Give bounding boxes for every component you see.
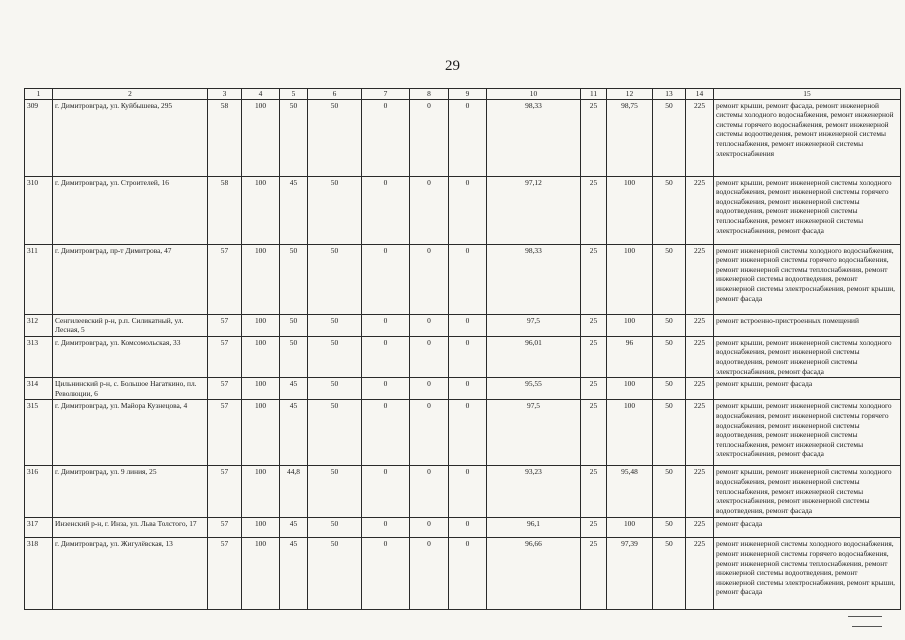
col12-cell: 95,48: [607, 466, 653, 518]
column-header-10: 10: [487, 89, 581, 100]
col10-cell: 97,12: [487, 176, 581, 244]
col3-cell: 57: [208, 400, 242, 466]
col7-cell: 0: [362, 314, 410, 336]
scan-mark: [848, 616, 882, 617]
row-number: 310: [25, 176, 53, 244]
col11-cell: 25: [581, 336, 607, 377]
col3-cell: 57: [208, 336, 242, 377]
col11-cell: 25: [581, 466, 607, 518]
works-cell: ремонт крыши, ремонт инженерной системы холодного водоснабжения, ремонт инженерной системы горячего водоснабжения, ремонт инженерной системы водоотведения, ремонт инженерной системы теплоснабжения, ремонт инженерной системы электроснабжения, ремонт фасада: [714, 400, 901, 466]
col7-cell: 0: [362, 400, 410, 466]
col3-cell: 57: [208, 466, 242, 518]
col4-cell: 100: [242, 518, 280, 538]
column-header-1: 1: [25, 89, 53, 100]
column-header-14: 14: [686, 89, 714, 100]
col7-cell: 0: [362, 99, 410, 176]
works-cell: ремонт инженерной системы холодного водоснабжения, ремонт инженерной системы горячего водоснабжения, ремонт инженерной системы теплоснабжения, ремонт инженерной системы водоотведения, ремонт инженерной системы электроснабжения, ремонт крыши, ремонт фасада: [714, 244, 901, 314]
col5-cell: 50: [280, 244, 308, 314]
col4-cell: 100: [242, 400, 280, 466]
col3-cell: 58: [208, 99, 242, 176]
col6-cell: 50: [308, 336, 362, 377]
works-cell: ремонт фасада: [714, 518, 901, 538]
col4-cell: 100: [242, 99, 280, 176]
col14-cell: 225: [686, 336, 714, 377]
col7-cell: 0: [362, 336, 410, 377]
column-header-11: 11: [581, 89, 607, 100]
works-cell: ремонт крыши, ремонт фасада: [714, 378, 901, 400]
col10-cell: 98,33: [487, 99, 581, 176]
col8-cell: 0: [410, 378, 449, 400]
column-header-8: 8: [410, 89, 449, 100]
column-header-4: 4: [242, 89, 280, 100]
address-cell: Цильнинский р-н, с. Большое Нагаткино, пл. Революции, 6: [53, 378, 208, 400]
row-number: 316: [25, 466, 53, 518]
col9-cell: 0: [449, 538, 487, 610]
table-row: [25, 538, 901, 610]
col12-cell: 100: [607, 400, 653, 466]
address-cell: г. Димитровград, ул. Комсомольская, 33: [53, 336, 208, 377]
column-header-9: 9: [449, 89, 487, 100]
table-row: [25, 466, 901, 518]
works-cell: ремонт крыши, ремонт инженерной системы холодного водоснабжения, ремонт инженерной системы горячего водоснабжения, ремонт инженерной системы водоотведения, ремонт инженерной системы теплоснабжения, ремонт инженерной системы электроснабжения, ремонт фасада: [714, 176, 901, 244]
col7-cell: 0: [362, 518, 410, 538]
table-row: [25, 378, 901, 400]
col13-cell: 50: [653, 518, 686, 538]
col13-cell: 50: [653, 314, 686, 336]
col10-cell: 96,1: [487, 518, 581, 538]
col5-cell: 44,8: [280, 466, 308, 518]
col13-cell: 50: [653, 466, 686, 518]
col3-cell: 57: [208, 314, 242, 336]
works-cell: ремонт крыши, ремонт инженерной системы холодного водоснабжения, ремонт инженерной системы водоотведения, ремонт инженерной системы электроснабжения, ремонт фасада: [714, 336, 901, 377]
table-row: [25, 244, 901, 314]
address-cell: г. Димитровград, ул. Майора Кузнецова, 4: [53, 400, 208, 466]
col6-cell: 50: [308, 378, 362, 400]
col14-cell: 225: [686, 466, 714, 518]
col6-cell: 50: [308, 518, 362, 538]
col6-cell: 50: [308, 314, 362, 336]
row-number: 313: [25, 336, 53, 377]
col3-cell: 58: [208, 176, 242, 244]
page-number: 29: [445, 58, 460, 74]
row-number: 311: [25, 244, 53, 314]
table-row: [25, 176, 901, 244]
address-cell: Инзенский р-н, г. Инза, ул. Льва Толстого, 17: [53, 518, 208, 538]
col6-cell: 50: [308, 176, 362, 244]
col4-cell: 100: [242, 176, 280, 244]
col4-cell: 100: [242, 336, 280, 377]
works-cell: ремонт крыши, ремонт фасада, ремонт инженерной системы холодного водоснабжения, ремонт инженерной системы горячего водоснабжения, ремонт инженерной системы водоотведения, ремонт инженерной системы теплоснабжения, ремонт инженерной системы электроснабжения: [714, 99, 901, 176]
col13-cell: 50: [653, 538, 686, 610]
col8-cell: 0: [410, 176, 449, 244]
col7-cell: 0: [362, 176, 410, 244]
col5-cell: 50: [280, 99, 308, 176]
col10-cell: 93,23: [487, 466, 581, 518]
column-header-12: 12: [607, 89, 653, 100]
works-cell: ремонт крыши, ремонт инженерной системы холодного водоснабжения, ремонт инженерной системы теплоснабжения, ремонт инженерной системы электроснабжения, ремонт инженерной системы водоотведения, ремонт фасада: [714, 466, 901, 518]
col3-cell: 57: [208, 378, 242, 400]
col9-cell: 0: [449, 176, 487, 244]
address-cell: Сенгилеевский р-н, р.п. Силикатный, ул. Лесная, 5: [53, 314, 208, 336]
column-header-2: 2: [53, 89, 208, 100]
col4-cell: 100: [242, 538, 280, 610]
col7-cell: 0: [362, 244, 410, 314]
col12-cell: 100: [607, 378, 653, 400]
col8-cell: 0: [410, 466, 449, 518]
column-header-6: 6: [308, 89, 362, 100]
col3-cell: 57: [208, 518, 242, 538]
col9-cell: 0: [449, 466, 487, 518]
col10-cell: 97,5: [487, 314, 581, 336]
col12-cell: 100: [607, 314, 653, 336]
col8-cell: 0: [410, 518, 449, 538]
col14-cell: 225: [686, 518, 714, 538]
col13-cell: 50: [653, 400, 686, 466]
col8-cell: 0: [410, 314, 449, 336]
address-cell: г. Димитровград, ул. 9 линия, 25: [53, 466, 208, 518]
col10-cell: 95,55: [487, 378, 581, 400]
col14-cell: 225: [686, 378, 714, 400]
col12-cell: 100: [607, 518, 653, 538]
column-header-13: 13: [653, 89, 686, 100]
col4-cell: 100: [242, 314, 280, 336]
col11-cell: 25: [581, 244, 607, 314]
col14-cell: 225: [686, 314, 714, 336]
table-body: [25, 99, 901, 610]
col6-cell: 50: [308, 538, 362, 610]
col5-cell: 45: [280, 378, 308, 400]
col10-cell: 96,66: [487, 538, 581, 610]
col14-cell: 225: [686, 244, 714, 314]
col5-cell: 45: [280, 400, 308, 466]
works-cell: ремонт встроенно-пристроенных помещений: [714, 314, 901, 336]
col7-cell: 0: [362, 378, 410, 400]
col7-cell: 0: [362, 466, 410, 518]
col14-cell: 225: [686, 99, 714, 176]
col8-cell: 0: [410, 244, 449, 314]
col9-cell: 0: [449, 99, 487, 176]
col10-cell: 96,01: [487, 336, 581, 377]
col13-cell: 50: [653, 99, 686, 176]
col9-cell: 0: [449, 244, 487, 314]
col6-cell: 50: [308, 99, 362, 176]
table-row: [25, 336, 901, 377]
col9-cell: 0: [449, 400, 487, 466]
scan-mark: [852, 626, 882, 627]
col5-cell: 45: [280, 518, 308, 538]
col11-cell: 25: [581, 176, 607, 244]
col11-cell: 25: [581, 518, 607, 538]
col6-cell: 50: [308, 400, 362, 466]
col8-cell: 0: [410, 99, 449, 176]
col13-cell: 50: [653, 336, 686, 377]
col14-cell: 225: [686, 176, 714, 244]
col3-cell: 57: [208, 538, 242, 610]
table-row: [25, 99, 901, 176]
col10-cell: 98,33: [487, 244, 581, 314]
col6-cell: 50: [308, 244, 362, 314]
col9-cell: 0: [449, 314, 487, 336]
col11-cell: 25: [581, 378, 607, 400]
col8-cell: 0: [410, 400, 449, 466]
address-cell: г. Димитровград, пр-т Димитрова, 47: [53, 244, 208, 314]
address-cell: г. Димитровград, ул. Жигулёвская, 13: [53, 538, 208, 610]
col5-cell: 45: [280, 538, 308, 610]
row-number: 315: [25, 400, 53, 466]
col12-cell: 100: [607, 244, 653, 314]
column-header-7: 7: [362, 89, 410, 100]
col5-cell: 50: [280, 336, 308, 377]
col3-cell: 57: [208, 244, 242, 314]
col4-cell: 100: [242, 244, 280, 314]
col4-cell: 100: [242, 466, 280, 518]
col11-cell: 25: [581, 538, 607, 610]
col4-cell: 100: [242, 378, 280, 400]
row-number: 318: [25, 538, 53, 610]
row-number: 312: [25, 314, 53, 336]
col9-cell: 0: [449, 378, 487, 400]
address-cell: г. Димитровград, ул. Куйбышева, 295: [53, 99, 208, 176]
col12-cell: 97,39: [607, 538, 653, 610]
col14-cell: 225: [686, 538, 714, 610]
col8-cell: 0: [410, 538, 449, 610]
header-row: [25, 89, 901, 100]
col11-cell: 25: [581, 99, 607, 176]
address-cell: г. Димитровград, ул. Строителей, 16: [53, 176, 208, 244]
table-row: [25, 518, 901, 538]
row-number: 314: [25, 378, 53, 400]
col8-cell: 0: [410, 336, 449, 377]
col11-cell: 25: [581, 314, 607, 336]
column-header-3: 3: [208, 89, 242, 100]
column-header-15: 15: [714, 89, 901, 100]
works-cell: ремонт инженерной системы холодного водоснабжения, ремонт инженерной системы горячего водоснабжения, ремонт инженерной системы теплоснабжения, ремонт инженерной системы водоотведения, ремонт инженерной системы электроснабжения, ремонт крыши, ремонт фасада: [714, 538, 901, 610]
col13-cell: 50: [653, 176, 686, 244]
register-table: [24, 88, 901, 610]
col10-cell: 97,5: [487, 400, 581, 466]
col12-cell: 96: [607, 336, 653, 377]
col13-cell: 50: [653, 244, 686, 314]
col12-cell: 100: [607, 176, 653, 244]
col9-cell: 0: [449, 336, 487, 377]
col14-cell: 225: [686, 400, 714, 466]
table-row: [25, 314, 901, 336]
table-row: [25, 400, 901, 466]
col11-cell: 25: [581, 400, 607, 466]
col13-cell: 50: [653, 378, 686, 400]
col5-cell: 45: [280, 176, 308, 244]
col12-cell: 98,75: [607, 99, 653, 176]
col6-cell: 50: [308, 466, 362, 518]
row-number: 317: [25, 518, 53, 538]
row-number: 309: [25, 99, 53, 176]
col7-cell: 0: [362, 538, 410, 610]
col5-cell: 50: [280, 314, 308, 336]
column-header-5: 5: [280, 89, 308, 100]
col9-cell: 0: [449, 518, 487, 538]
